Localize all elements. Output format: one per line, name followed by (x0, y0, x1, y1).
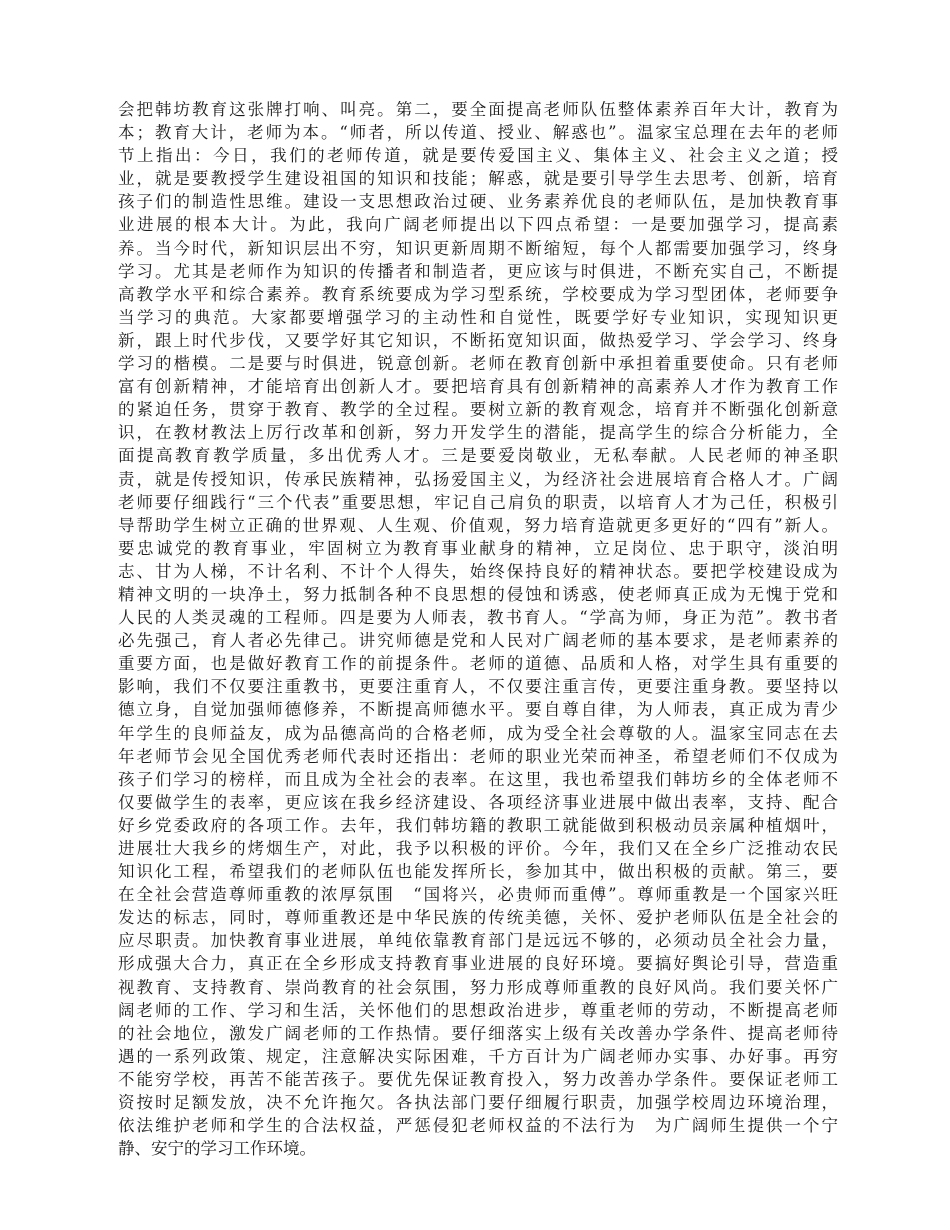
text-line: 进展壮大我乡的烤烟生产，对此，我予以积极的评价。今年，我们又在全乡广泛推动农民 (118, 839, 838, 858)
text-line: 当学习的典范。大家都要增强学习的主动性和自觉性，既要学好专业知识，实现知识更 (118, 307, 838, 327)
text-line: 富有创新精神，才能培育出创新人才。要把培育具有创新精神的高素养人才作为教育工作 (118, 377, 838, 397)
text-line: 阔老师的工作、学习和生活，关怀他们的思想政治进步，尊重老师的劳动，不断提高老师 (118, 1000, 838, 1020)
text-line: 年老师节会见全国优秀老师代表时还指出：老师的职业光荣而神圣，希望老师们不仅成为 (118, 746, 838, 766)
text-line: 会把韩坊教育这张牌打响、叫亮。第二，要全面提高老师队伍整体素养百年大计，教育为 (118, 100, 838, 119)
text-line: 的社会地位，激发广阔老师的工作热情。要仔细落实上级有关改善办学条件、提高老师待 (118, 1023, 838, 1043)
text-line: 影响，我们不仅要注重教书，更要注重育人，不仅要注重言传，更要注重身教。要坚持以 (118, 677, 838, 697)
text-line: 高教学水平和综合素养。教育系统要成为学习型系统，学校要成为学习型团体，老师要争 (118, 284, 838, 304)
text-line: 业，就是要教授学生建设祖国的知识和技能；解惑，就是要引导学生去思考、创新，培育 (118, 169, 838, 189)
text-line: 要忠诚党的教育事业，牢固树立为教育事业献身的精神，立足岗位、忠于职守，淡泊明 (118, 538, 838, 558)
text-line: 人民的人类灵魂的工程师。四是要为人师表，教书育人。“学高为师，身正为范”。教书者 (118, 608, 838, 628)
text-line: 应尽职责。加快教育事业进展，单纯依靠教育部门是远远不够的，必须动员全社会力量， (118, 931, 838, 951)
text-line: 依法维护老师和学生的合法权益，严惩侵犯老师权益的不法行为 为广阔师生提供一个宁 (118, 1116, 838, 1136)
text-line: 节上指出：今日，我们的老师传道，就是要传爱国主义、集体主义、社会主义之道；授 (118, 146, 838, 166)
text-line: 知识化工程，希望我们的老师队伍也能发挥所长，参加其中，做出积极的贡献。第三，要 (118, 862, 838, 882)
text-line: 导帮助学生树立正确的世界观、人生观、价值观，努力培育造就更多更好的“四有”新人。 (118, 515, 838, 535)
text-line: 重要方面，也是做好教育工作的前提条件。老师的道德、品质和人格，对学生具有重要的 (118, 654, 838, 674)
body-text (118, 98, 838, 1160)
text-line: 业进展的根本大计。为此，我向广阔老师提出以下四点希望：一是要加强学习，提高素 (118, 215, 838, 235)
text-line: 遇的一系列政策、规定，注意解决实际困难，千方百计为广阔老师办实事、办好事。再穷 (118, 1046, 838, 1066)
text-line: 本；教育大计，老师为本。“师者，所以传道、授业、解惑也”。温家宝总理在去年的老师 (118, 123, 838, 143)
text-line: 资按时足额发放，决不允许拖欠。各执法部门要仔细履行职责，加强学校周边环境治理， (118, 1093, 838, 1113)
text-line: 学习的楷模。二是要与时俱进，锐意创新。老师在教育创新中承担着重要使命。只有老师 (118, 354, 838, 374)
text-line: 老师要仔细践行“三个代表”重要思想，牢记自己肩负的职责，以培育人才为己任，积极引 (118, 492, 838, 512)
text-line: 视教育、支持教育、崇尚教育的社会氛围，努力形成尊师重教的良好风尚。我们要关怀广 (118, 977, 838, 997)
text-line: 志、甘为人梯，不计名利、不计个人得失，始终保持良好的精神状态。要把学校建设成为 (118, 561, 838, 581)
text-line: 必先强己，育人者必先律己。讲究师德是党和人民对广阔老师的基本要求，是老师素养的 (118, 631, 838, 651)
text-line: 责，就是传授知识，传承民族精神，弘扬爱国主义，为经济社会进展培育合格人才。广阔 (118, 469, 838, 489)
text-line: 新，跟上时代步伐，又要学好其它知识，不断拓宽知识面，做热爱学习、学会学习、终身 (118, 330, 838, 350)
text-line: 好乡党委政府的各项工作。去年，我们韩坊籍的教职工就能做到积极动员亲属种植烟叶， (118, 815, 838, 835)
text-line: 孩子们的制造性思维。建设一支思想政治过硬、业务素养优良的老师队伍，是加快教育事 (118, 192, 838, 212)
text-line: 养。当今时代，新知识层出不穷，知识更新周期不断缩短，每个人都需要加强学习，终身 (118, 238, 838, 258)
text-line: 静、安宁的学习工作环境。 (118, 1139, 316, 1159)
text-line: 孩子们学习的榜样，而且成为全社会的表率。在这里，我也希望我们韩坊乡的全体老师不 (118, 769, 838, 789)
text-line: 的紧迫任务，贯穿于教育、教学的全过程。要树立新的教育观念，培育并不断强化创新意 (118, 400, 838, 420)
text-line: 德立身，自觉加强师德修养，不断提高师德水平。要自尊自律，为人师表，真正成为青少 (118, 700, 838, 720)
text-line: 学习。尤其是老师作为知识的传播者和制造者，更应该与时俱进，不断充实自己，不断提 (118, 261, 838, 281)
text-line: 年学生的良师益友，成为品德高尚的合格老师，成为受全社会尊敬的人。温家宝同志在去 (118, 723, 838, 743)
text-line: 发达的标志，同时，尊师重教还是中华民族的传统美德，关怀、爱护老师队伍是全社会的 (118, 908, 838, 928)
text-line: 仅要做学生的表率，更应该在我乡经济建设、各项经济事业进展中做出表率，支持、配合 (118, 792, 838, 812)
text-line: 形成强大合力，真正在全乡形成支持教育事业进展的良好环境。要搞好舆论引导，营造重 (118, 954, 838, 974)
text-line: 识，在教材教法上厉行改革和创新，努力开发学生的潜能，提高学生的综合分析能力，全 (118, 423, 838, 443)
text-line: 在全社会营造尊师重教的浓厚氛围 “国将兴，必贵师而重傅”。尊师重教是一个国家兴旺 (118, 885, 838, 905)
text-line: 不能穷学校，再苦不能苦孩子。要优先保证教育投入，努力改善办学条件。要保证老师工 (118, 1069, 838, 1089)
text-line: 精神文明的一块净土，努力抵制各种不良思想的侵蚀和诱惑，使老师真正成为无愧于党和 (118, 584, 838, 604)
text-line: 面提高教育教学质量，多出优秀人才。三是要爱岗敬业，无私奉献。人民老师的神圣职 (118, 446, 838, 466)
